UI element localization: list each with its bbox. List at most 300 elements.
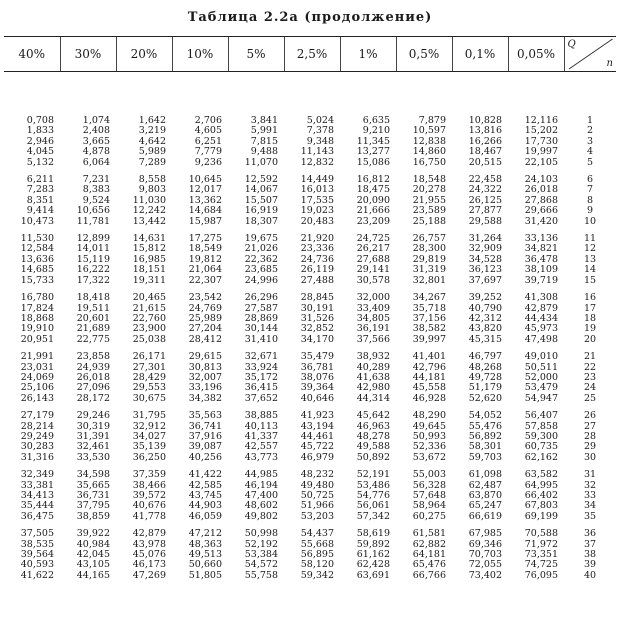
table-cell: 29,615 xyxy=(188,351,222,363)
table-cell: 45,642 xyxy=(356,410,390,422)
table-cell: 27,587 xyxy=(244,302,278,314)
table-cell: 41,337 xyxy=(244,430,278,442)
table-cell: 26,125 xyxy=(468,194,502,206)
table-cell: 41,422 xyxy=(188,469,222,481)
table-cell: 1,074 xyxy=(82,115,110,126)
table-cell: 45,973 xyxy=(524,323,558,335)
table-cell: 21,689 xyxy=(76,323,110,335)
table-cell: 62,162 xyxy=(524,451,558,463)
table-cell: 42,557 xyxy=(244,441,278,453)
table-cell: 14,449 xyxy=(300,174,334,186)
table-cell: 17,275 xyxy=(188,233,222,245)
table-cell: 37,697 xyxy=(468,274,502,286)
degrees-of-freedom: 35 xyxy=(583,510,597,522)
table-cell: 36,250 xyxy=(132,451,166,463)
table-cell: 39,087 xyxy=(188,441,222,453)
table-cell: 26,217 xyxy=(356,243,390,255)
table-cell: 50,998 xyxy=(244,528,278,540)
table-cell: 10,473 xyxy=(20,215,54,227)
degrees-of-freedom: 17 xyxy=(583,302,597,314)
degrees-of-freedom: 31 xyxy=(583,469,597,481)
table-cell: 6,635 xyxy=(362,115,390,126)
table-cell: 59,703 xyxy=(468,451,502,463)
degrees-of-freedom: 33 xyxy=(583,490,597,501)
table-cell: 61,098 xyxy=(468,469,502,481)
table-cell: 29,553 xyxy=(132,382,166,394)
table-cell: 20,951 xyxy=(20,333,54,345)
table-cell: 64,181 xyxy=(412,549,446,561)
table-cell: 55,668 xyxy=(300,538,334,550)
table-cell: 28,172 xyxy=(76,392,110,404)
table-cell: 38,466 xyxy=(132,479,166,491)
table-row xyxy=(4,453,616,463)
table-cell: 13,816 xyxy=(468,125,502,137)
table-cell: 12,899 xyxy=(76,233,110,245)
table-cell: 38,885 xyxy=(244,410,278,422)
table-cell: 36,781 xyxy=(300,361,334,373)
table-cell: 31,316 xyxy=(20,451,54,463)
table-cell: 56,895 xyxy=(300,549,334,561)
table-cell: 11,070 xyxy=(244,156,278,168)
table-row xyxy=(4,512,616,522)
degrees-of-freedom: 34 xyxy=(583,500,597,512)
table-cell: 27,688 xyxy=(356,253,390,265)
table-cell: 66,402 xyxy=(524,490,558,501)
table-row xyxy=(4,276,616,286)
table-cell: 43,745 xyxy=(188,490,222,501)
degrees-of-freedom: 8 xyxy=(586,194,594,206)
table-cell: 45,315 xyxy=(468,333,502,345)
table-cell: 24,069 xyxy=(20,371,54,383)
table-cell: 26,018 xyxy=(524,184,558,196)
table-cell: 34,267 xyxy=(412,292,446,304)
table-cell: 71,972 xyxy=(524,538,558,550)
table-cell: 36,475 xyxy=(20,510,54,522)
table-cell: 28,214 xyxy=(20,420,54,432)
table-cell: 8,383 xyxy=(82,184,110,196)
degrees-of-freedom: 12 xyxy=(583,243,597,255)
table-cell: 17,535 xyxy=(300,194,334,206)
column-header: 20% xyxy=(116,37,172,72)
degrees-of-freedom: 29 xyxy=(583,441,597,453)
table-cell: 43,820 xyxy=(468,323,502,335)
table-cell: 49,588 xyxy=(356,441,390,453)
table-cell: 24,725 xyxy=(356,233,390,245)
degrees-of-freedom: 21 xyxy=(583,351,597,363)
table-cell: 52,336 xyxy=(412,441,446,453)
table-cell: 37,795 xyxy=(76,500,110,512)
table-cell: 52,192 xyxy=(244,538,278,550)
table-cell: 59,892 xyxy=(356,538,390,550)
table-cell: 58,619 xyxy=(356,528,390,540)
table-cell: 32,461 xyxy=(76,441,110,453)
table-cell: 44,903 xyxy=(188,500,222,512)
table-cell: 12,592 xyxy=(244,174,278,186)
table-cell: 55,758 xyxy=(244,569,278,581)
table-cell: 54,572 xyxy=(244,559,278,571)
table-cell: 25,989 xyxy=(188,312,222,324)
table-cell: 19,812 xyxy=(188,253,222,265)
table-cell: 4,045 xyxy=(26,146,54,158)
table-cell: 16,013 xyxy=(300,184,334,196)
table-cell: 34,027 xyxy=(132,430,166,442)
table-cell: 19,910 xyxy=(20,323,54,335)
table-cell: 45,558 xyxy=(412,382,446,394)
table-cell: 30,191 xyxy=(300,302,334,314)
table-cell: 4,605 xyxy=(194,125,222,137)
table-cell: 33,409 xyxy=(356,302,390,314)
table-cell: 27,877 xyxy=(468,205,502,217)
table-cell: 27,096 xyxy=(76,382,110,394)
table-cell: 61,162 xyxy=(356,549,390,561)
table-cell: 55,003 xyxy=(412,469,446,481)
table-cell: 53,672 xyxy=(412,451,446,463)
table-cell: 66,766 xyxy=(412,569,446,581)
table-cell: 38,859 xyxy=(76,510,110,522)
table-cell: 31,319 xyxy=(412,264,446,276)
table-cell: 9,488 xyxy=(250,146,278,158)
table-cell: 69,199 xyxy=(524,510,558,522)
table-cell: 15,733 xyxy=(20,274,54,286)
table-cell: 37,359 xyxy=(132,469,166,481)
table-cell: 36,741 xyxy=(188,420,222,432)
table-cell: 15,812 xyxy=(132,243,166,255)
table-cell: 7,378 xyxy=(306,125,334,137)
table-cell: 27,179 xyxy=(20,410,54,422)
table-cell: 51,805 xyxy=(188,569,222,581)
table-cell: 20,601 xyxy=(76,312,110,324)
table-cell: 38,535 xyxy=(20,538,54,550)
table-cell: 47,269 xyxy=(132,569,166,581)
table-cell: 46,059 xyxy=(188,510,222,522)
table-cell: 20,515 xyxy=(468,156,502,168)
table-cell: 7,289 xyxy=(138,156,166,168)
q-n-corner-header xyxy=(564,37,616,72)
table-cell: 31,795 xyxy=(132,410,166,422)
table-cell: 38,932 xyxy=(356,351,390,363)
table-cell: 23,900 xyxy=(132,323,166,335)
degrees-of-freedom: 15 xyxy=(583,274,597,286)
table-cell: 34,805 xyxy=(356,312,390,324)
table-cell: 42,312 xyxy=(468,312,502,324)
table-cell: 32,912 xyxy=(132,420,166,432)
table-cell: 23,031 xyxy=(20,361,54,373)
table-cell: 24,769 xyxy=(188,302,222,314)
table-cell: 3,219 xyxy=(138,125,166,137)
table-cell: 42,796 xyxy=(412,361,446,373)
table-cell: 37,652 xyxy=(244,392,278,404)
table-cell: 40,256 xyxy=(188,451,222,463)
table-cell: 15,507 xyxy=(244,194,278,206)
table-cell: 5,132 xyxy=(26,156,54,168)
table-cell: 17,730 xyxy=(524,135,558,147)
table-cell: 73,402 xyxy=(468,569,502,581)
table-cell: 10,656 xyxy=(76,205,110,217)
table-cell: 36,415 xyxy=(244,382,278,394)
table-cell: 18,549 xyxy=(188,243,222,255)
table-cell: 38,109 xyxy=(524,264,558,276)
table-cell: 40,790 xyxy=(468,302,502,314)
table-cell: 21,991 xyxy=(20,351,54,363)
table-cell: 48,290 xyxy=(412,410,446,422)
table-cell: 76,095 xyxy=(524,569,558,581)
table-cell: 2,706 xyxy=(194,115,222,126)
table-cell: 40,676 xyxy=(132,500,166,512)
table-cell: 4,878 xyxy=(82,146,110,158)
table-cell: 40,593 xyxy=(20,559,54,571)
table-cell: 30,813 xyxy=(188,361,222,373)
table-cell: 29,246 xyxy=(76,410,110,422)
table-cell: 56,892 xyxy=(468,430,502,442)
table-cell: 16,266 xyxy=(468,135,502,147)
table-cell: 66,619 xyxy=(468,510,502,522)
table-cell: 27,301 xyxy=(132,361,166,373)
table-cell: 18,467 xyxy=(468,146,502,158)
table-cell: 63,870 xyxy=(468,490,502,501)
table-cell: 20,090 xyxy=(356,194,390,206)
table-cell: 6,064 xyxy=(82,156,110,168)
table-cell: 35,563 xyxy=(188,410,222,422)
table-cell: 31,410 xyxy=(244,333,278,345)
table-cell: 29,666 xyxy=(524,205,558,217)
table-cell: 13,636 xyxy=(20,253,54,265)
table-cell: 24,939 xyxy=(76,361,110,373)
table-cell: 44,165 xyxy=(76,569,110,581)
table-cell: 3,841 xyxy=(250,115,278,126)
table-cell: 22,458 xyxy=(468,174,502,186)
table-cell: 22,775 xyxy=(76,333,110,345)
table-cell: 5,989 xyxy=(138,146,166,158)
table-cell: 26,018 xyxy=(76,371,110,383)
table-cell: 23,685 xyxy=(244,264,278,276)
table-cell: 39,997 xyxy=(412,333,446,345)
table-cell: 30,675 xyxy=(132,392,166,404)
table-cell: 50,892 xyxy=(356,451,390,463)
table-cell: 26,757 xyxy=(412,233,446,245)
page-title: Таблица 2.2а (продолжение) xyxy=(187,10,433,25)
table-cell: 59,300 xyxy=(524,430,558,442)
degrees-of-freedom: 10 xyxy=(583,215,597,227)
table-cell: 32,349 xyxy=(20,469,54,481)
degrees-of-freedom: 40 xyxy=(583,569,597,581)
table-cell: 51,966 xyxy=(300,500,334,512)
table-cell: 10,828 xyxy=(468,115,502,126)
table-cell: 41,638 xyxy=(356,371,390,383)
table-cell: 34,598 xyxy=(76,469,110,481)
table-row xyxy=(4,293,616,303)
table-cell: 42,045 xyxy=(76,549,110,561)
table-cell: 34,821 xyxy=(524,243,558,255)
table-cell: 39,922 xyxy=(76,528,110,540)
table-cell: 16,985 xyxy=(132,253,166,265)
table-cell: 35,139 xyxy=(132,441,166,453)
table-cell: 32,801 xyxy=(412,274,446,286)
table-cell: 33,136 xyxy=(524,233,558,245)
table-cell: 22,105 xyxy=(524,156,558,168)
table-cell: 18,868 xyxy=(20,312,54,324)
table-cell: 51,179 xyxy=(468,382,502,394)
table-cell: 63,582 xyxy=(524,469,558,481)
table-cell: 65,247 xyxy=(468,500,502,512)
table-cell: 34,382 xyxy=(188,392,222,404)
table-cell: 33,924 xyxy=(244,361,278,373)
column-header: 30% xyxy=(60,37,116,72)
table-cell: 12,832 xyxy=(300,156,334,168)
table-cell: 28,300 xyxy=(412,243,446,255)
table-cell: 10,645 xyxy=(188,174,222,186)
table-cell: 54,052 xyxy=(468,410,502,422)
table-cell: 17,322 xyxy=(76,274,110,286)
table-body xyxy=(4,116,616,581)
table-cell: 29,141 xyxy=(356,264,390,276)
table-cell: 11,345 xyxy=(356,135,390,147)
table-cell: 36,191 xyxy=(356,323,390,335)
table-cell: 5,991 xyxy=(250,125,278,137)
table-cell: 28,412 xyxy=(188,333,222,345)
table-cell: 28,869 xyxy=(244,312,278,324)
table-cell: 46,963 xyxy=(356,420,390,432)
table-cell: 4,642 xyxy=(138,135,166,147)
table-cell: 41,923 xyxy=(300,410,334,422)
table-cell: 26,171 xyxy=(132,351,166,363)
degrees-of-freedom: 28 xyxy=(583,430,597,442)
table-cell: 65,476 xyxy=(412,559,446,571)
table-cell: 20,483 xyxy=(300,215,334,227)
table-cell: 0,708 xyxy=(26,115,54,126)
table-row xyxy=(4,411,616,421)
table-cell: 48,278 xyxy=(356,430,390,442)
table-cell: 19,511 xyxy=(76,302,110,314)
table-cell: 21,955 xyxy=(412,194,446,206)
table-cell: 9,236 xyxy=(194,156,222,168)
table-cell: 32,007 xyxy=(188,371,222,383)
table-cell: 30,319 xyxy=(76,420,110,432)
table-cell: 43,978 xyxy=(132,538,166,550)
table-cell: 35,479 xyxy=(300,351,334,363)
table-cell: 31,420 xyxy=(524,215,558,227)
table-cell: 34,413 xyxy=(20,490,54,501)
table-cell: 27,204 xyxy=(188,323,222,335)
degrees-of-freedom: 7 xyxy=(586,184,594,196)
table-cell: 50,511 xyxy=(524,361,558,373)
table-cell: 67,985 xyxy=(468,528,502,540)
table-cell: 53,384 xyxy=(244,549,278,561)
table-header xyxy=(4,36,616,72)
table-cell: 25,106 xyxy=(20,382,54,394)
table-cell: 32,000 xyxy=(356,292,390,304)
table-cell: 32,671 xyxy=(244,351,278,363)
table-cell: 21,666 xyxy=(356,205,390,217)
table-cell: 16,750 xyxy=(412,156,446,168)
table-cell: 47,498 xyxy=(524,333,558,345)
table-cell: 3,665 xyxy=(82,135,110,147)
table-cell: 12,584 xyxy=(20,243,54,255)
table-cell: 1,642 xyxy=(138,115,166,126)
table-cell: 56,328 xyxy=(412,479,446,491)
table-cell: 39,564 xyxy=(20,549,54,561)
table-cell: 29,249 xyxy=(20,430,54,442)
degrees-of-freedom: 30 xyxy=(583,451,597,463)
table-cell: 35,718 xyxy=(412,302,446,314)
table-cell: 59,342 xyxy=(300,569,334,581)
table-cell: 64,995 xyxy=(524,479,558,491)
column-header: 10% xyxy=(172,37,228,72)
table-cell: 6,251 xyxy=(194,135,222,147)
table-cell: 44,434 xyxy=(524,312,558,324)
table-cell: 49,802 xyxy=(244,510,278,522)
table-cell: 16,780 xyxy=(20,292,54,304)
table-cell: 42,879 xyxy=(524,302,558,314)
table-cell: 7,231 xyxy=(82,174,110,186)
table-cell: 18,151 xyxy=(132,264,166,276)
table-cell: 13,442 xyxy=(132,215,166,227)
table-cell: 69,346 xyxy=(468,538,502,550)
table-cell: 10,597 xyxy=(412,125,446,137)
table-cell: 37,505 xyxy=(20,528,54,540)
degrees-of-freedom: 3 xyxy=(586,135,594,147)
table-cell: 45,722 xyxy=(300,441,334,453)
table-cell: 48,602 xyxy=(244,500,278,512)
table-cell: 9,414 xyxy=(26,205,54,217)
table-cell: 43,105 xyxy=(76,559,110,571)
table-row xyxy=(4,335,616,345)
table-cell: 14,067 xyxy=(244,184,278,196)
table-cell: 61,581 xyxy=(412,528,446,540)
table-cell: 44,314 xyxy=(356,392,390,404)
table-cell: 53,479 xyxy=(524,382,558,394)
degrees-of-freedom: 6 xyxy=(586,174,594,186)
table-cell: 52,000 xyxy=(524,371,558,383)
table-cell: 45,076 xyxy=(132,549,166,561)
degrees-of-freedom: 39 xyxy=(583,559,597,571)
table-cell: 23,542 xyxy=(188,292,222,304)
degrees-of-freedom: 27 xyxy=(583,420,597,432)
table-cell: 11,530 xyxy=(20,233,54,245)
table-cell: 54,947 xyxy=(524,392,558,404)
table-cell: 32,852 xyxy=(300,323,334,335)
table-cell: 43,773 xyxy=(244,451,278,463)
degrees-of-freedom: 2 xyxy=(586,125,594,137)
table-cell: 48,268 xyxy=(468,361,502,373)
table-cell: 72,055 xyxy=(468,559,502,571)
degrees-of-freedom: 5 xyxy=(586,156,594,168)
column-header: 0,5% xyxy=(396,37,452,72)
column-header: 40% xyxy=(4,37,60,72)
table-cell: 24,736 xyxy=(300,253,334,265)
table-cell: 33,381 xyxy=(20,479,54,491)
table-cell: 70,703 xyxy=(468,549,502,561)
table-cell: 60,275 xyxy=(412,510,446,522)
table-cell: 47,212 xyxy=(188,528,222,540)
table-cell: 53,486 xyxy=(356,479,390,491)
table-cell: 9,803 xyxy=(138,184,166,196)
table-cell: 31,264 xyxy=(468,233,502,245)
table-cell: 37,566 xyxy=(356,333,390,345)
table-cell: 38,076 xyxy=(300,371,334,383)
table-cell: 12,116 xyxy=(524,115,558,126)
degrees-of-freedom: 11 xyxy=(583,233,597,245)
table-cell: 41,778 xyxy=(132,510,166,522)
table-cell: 12,838 xyxy=(412,135,446,147)
table-cell: 49,513 xyxy=(188,549,222,561)
table-cell: 41,622 xyxy=(20,569,54,581)
table-cell: 36,123 xyxy=(468,264,502,276)
table-cell: 46,797 xyxy=(468,351,502,363)
table-cell: 26,119 xyxy=(300,264,334,276)
table-cell: 44,985 xyxy=(244,469,278,481)
table-cell: 2,408 xyxy=(82,125,110,137)
table-cell: 23,589 xyxy=(412,205,446,217)
